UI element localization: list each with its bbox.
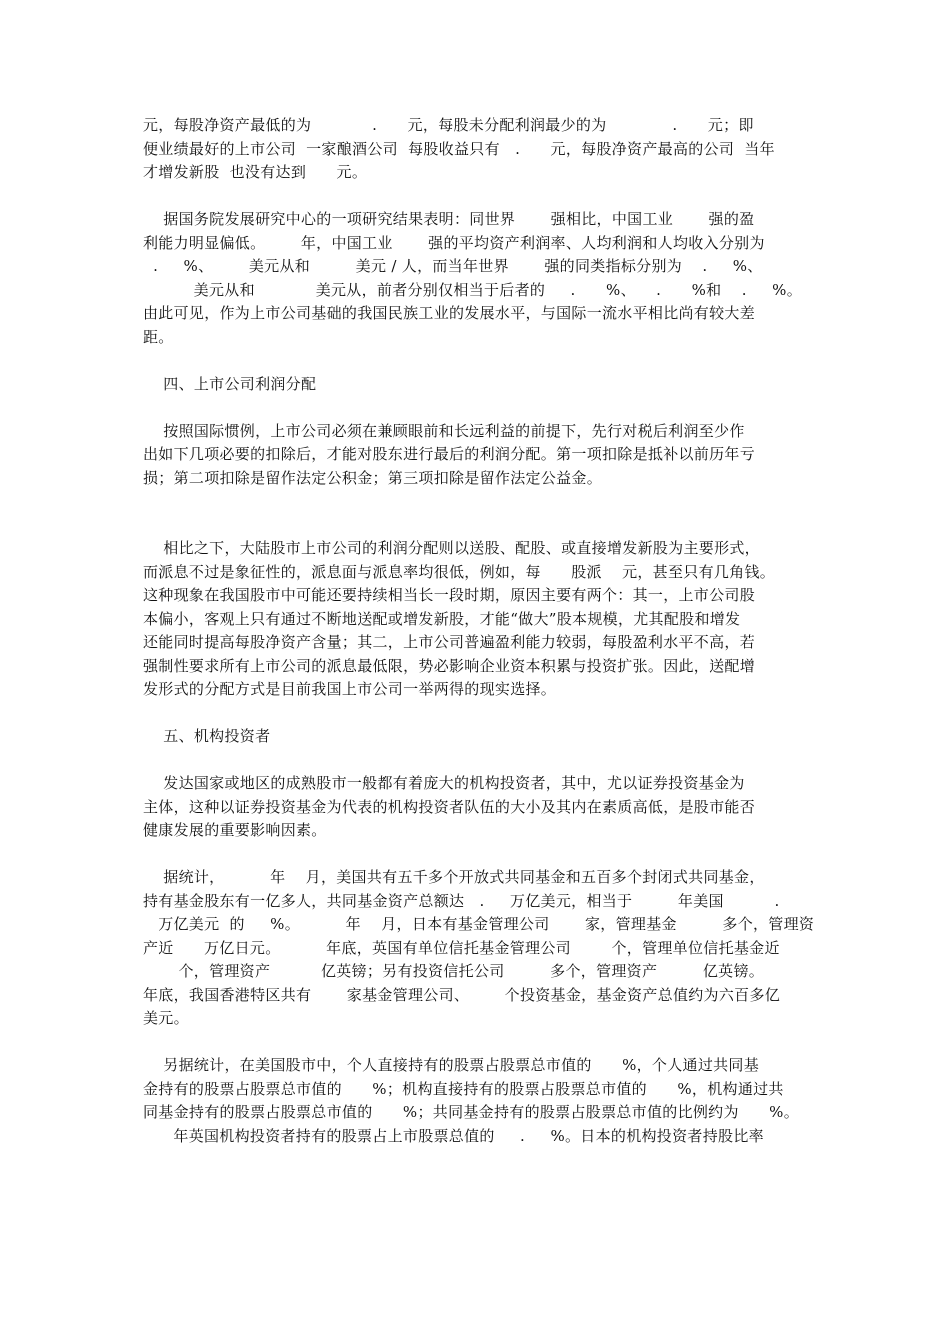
text-line: 距。	[143, 327, 174, 346]
paragraph-7	[143, 1054, 815, 1148]
text-line: 产近 万亿日元。 年底，英国有单位信托基金管理公司 个，管理单位信托基金近	[143, 938, 780, 957]
text-line: 健康发展的重要影响因素。	[143, 821, 327, 839]
paragraph-3	[143, 420, 815, 491]
paragraph-5	[143, 772, 815, 843]
text-line: 发形式的分配方式是目前我国上市公司一举两得的现实选择。	[143, 680, 557, 698]
text-line: 本偏小，客观上只有通过不断地送配或增发新股，才能“做大”股本规模，尤其配股和增发	[143, 609, 741, 628]
text-line: 相比之下，大陆股市上市公司的利润分配则以送股、配股、或直接增发新股为主要形式，	[143, 539, 760, 557]
text-line: . %、 美元从和 美元 / 人，而当年世界 强的同类指标分别为 . %、	[143, 257, 763, 275]
text-line: 损；第二项扣除是留作法定公积金；第三项扣除是留作法定公益金。	[143, 468, 603, 487]
text-line: 由此可见，作为上市公司基础的我国民族工业的发展水平，与国际一流水平相比尚有较大差	[143, 304, 756, 322]
paragraph-4	[143, 537, 815, 702]
text-line: 金持有的股票占股票总市值的 %；机构直接持有的股票占股票总市值的 %，机构通过共	[143, 1079, 784, 1098]
paragraph-6	[143, 866, 815, 1031]
document-page	[143, 114, 815, 1148]
text-line: 另据统计，在美国股市中，个人直接持有的股票占股票总市值的 %，个人通过共同基	[143, 1056, 760, 1074]
text-line: 个，管理资产 亿英镑；另有投资信托公司 多个，管理资产 亿英镑。	[143, 962, 765, 980]
text-line: 持有基金股东有一亿多人，共同基金资产总额达 . 万亿美元，相当于 年美国 .	[143, 891, 780, 910]
text-line: 便业绩最好的上市公司 一家酿酒公司 每股收益只有 . 元，每股净资产最高的公司 当年	[143, 139, 775, 158]
text-line: 万亿美元 的 %。 年 月，日本有基金管理公司 家，管理基金 多个，管理资	[143, 915, 815, 933]
paragraph-1	[143, 114, 815, 185]
text-line: 出如下几项必要的扣除后，才能对股东进行最后的利润分配。第一项扣除是抵补以前历年亏	[143, 445, 756, 463]
section-heading-4	[143, 373, 815, 397]
text-line: 发达国家或地区的成熟股市一般都有着庞大的机构投资者，其中，尤以证券投资基金为	[143, 774, 745, 792]
text-line: 主体，这种以证券投资基金为代表的机构投资者队伍的大小及其内在素质高低，是股市能否	[143, 797, 756, 816]
text-line: 美元。	[143, 1009, 189, 1027]
text-line: 元，每股净资产最低的为 . 元，每股未分配利润最少的为 . 元；即	[143, 116, 754, 134]
text-line: 这种现象在我国股市中可能还要持续相当长一段时期，原因主要有两个：其一，上市公司股	[143, 586, 756, 604]
text-line: 同基金持有的股票占股票总市值的 %；共同基金持有的股票占股票总市值的比例约为 %。	[143, 1103, 800, 1121]
text-line: 还能同时提高每股净资产含量；其二，上市公司普遍盈利能力较弱，每股盈利水平不高，若	[143, 633, 756, 651]
text-line: 强制性要求所有上市公司的派息最低限，势必影响企业资本积累与投资扩张。因此，送配增	[143, 656, 756, 675]
text-line: 美元从和 美元从，前者分别仅相当于后者的 . %、 . %和 . %。	[143, 280, 803, 299]
text-line: 而派息不过是象征性的，派息面与派息率均很低，例如，每 股派 元，甚至只有几角钱。	[143, 562, 776, 581]
paragraph-2	[143, 208, 815, 349]
section-heading-5	[143, 725, 815, 749]
heading-line: 四、上市公司利润分配	[143, 374, 317, 393]
text-line: 年英国机构投资者持有的股票占上市股票总值的 . %。日本的机构投资者持股比率	[143, 1126, 764, 1145]
text-line: 按照国际惯例，上市公司必须在兼顾眼前和长远利益的前提下，先行对税后利润至少作	[143, 421, 745, 440]
heading-line: 五、机构投资者	[143, 727, 271, 745]
text-line: 利能力明显偏低。 年，中国工业 强的平均资产利润率、人均利润和人均收入分别为	[143, 233, 765, 252]
text-line: 据统计， 年 月，美国共有五千多个开放式共同基金和五百多个封闭式共同基金，	[143, 868, 765, 886]
text-line: 据国务院发展研究中心的一项研究结果表明：同世界 强相比，中国工业 强的盈	[143, 210, 755, 228]
text-line: 才增发新股 也没有达到 元。	[143, 163, 368, 181]
text-line: 年底，我国香港特区共有 家基金管理公司、 个投资基金，基金资产总值约为六百多亿	[143, 985, 781, 1004]
